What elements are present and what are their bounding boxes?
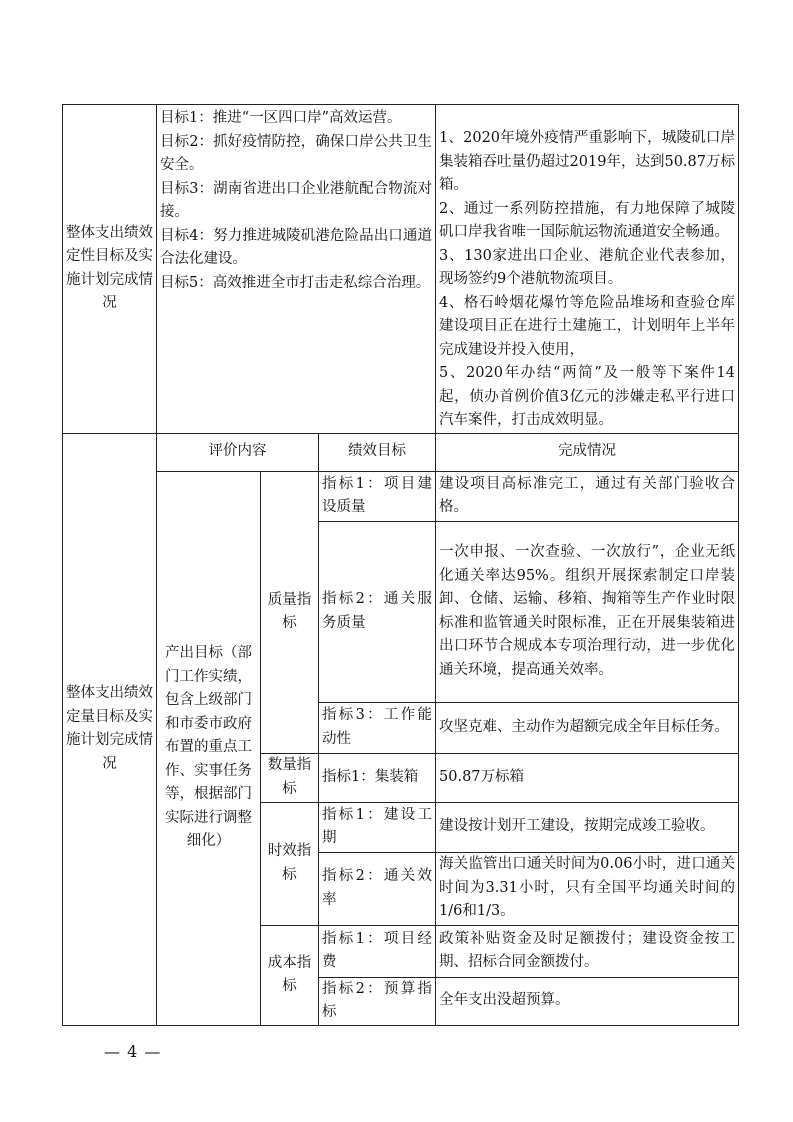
indicator-name: 指标3：工作能动性 [319, 702, 436, 753]
indicator-name: 指标2：通关效率 [319, 852, 436, 925]
result-item: 1、2020年境外疫情严重影响下，城陵矶口岸集装箱吞吐量仍超过2019年，达到50.87万标箱。 [439, 130, 736, 193]
target-item: 目标5：高效推进全市打击走私综合治理。 [160, 274, 431, 291]
indicator-result: 全年支出没超预算。 [436, 977, 739, 1025]
qualitative-section-row [63, 105, 739, 434]
group-label: 时效指标 [261, 802, 319, 925]
target-item: 目标3：湖南省进出口企业港航配合物流对接。 [160, 180, 433, 220]
indicator-result: 建设项目高标准完工，通过有关部门验收合格。 [436, 471, 739, 521]
qualitative-section-label: 整体支出绩效定性目标及实施计划完成情况 [63, 105, 157, 434]
group-label: 成本指标 [261, 925, 319, 1025]
indicator-result: 建设按计划开工建设，按期完成竣工验收。 [436, 802, 739, 852]
indicator-name: 指标1：建设工期 [319, 802, 436, 852]
quantitative-section-label: 整体支出绩效定量目标及实施计划完成情况 [63, 433, 157, 1025]
indicator-name: 指标1：项目经费 [319, 925, 436, 977]
result-item: 5、2020年办结“两简”及一般等下案件14起，侦办首例价值3亿元的涉嫌走私平行进口汽车案件，打击成效明显。 [439, 365, 736, 428]
results-cell [436, 105, 739, 434]
indicator-row [63, 471, 739, 521]
page-number: — 4 — [104, 1042, 162, 1061]
result-item: 3、130家进出口企业、港航企业代表参加，现场签约9个港航物流项目。 [439, 247, 736, 287]
header-content: 评价内容 [157, 433, 319, 471]
indicator-name: 指标2：预算指标 [319, 977, 436, 1025]
indicator-name: 指标1：项目建设质量 [319, 471, 436, 521]
header-row [63, 433, 739, 471]
indicator-name: 指标2：通关服务质量 [319, 521, 436, 702]
group-label: 质量指标 [261, 471, 319, 753]
indicator-result: 攻坚克难、主动作为超额完成全年目标任务。 [436, 702, 739, 753]
performance-table [62, 104, 739, 1026]
group-label: 数量指标 [261, 753, 319, 802]
indicator-result: 一次申报、一次查验、一次放行”，企业无纸化通关率达95%。组织开展探索制定口岸装卸、仓储、运输、移箱、掏箱等生产作业时限标准和监管通关时限标准，正在开展集装箱进出口环节合规成本专项治理行动，进一步优化通关环境，提高通关效率。 [436, 521, 739, 702]
targets-cell [157, 105, 436, 434]
result-item: 4、格石岭烟花爆竹等危险品堆场和查验仓库建设项目正在进行土建施工，计划明年上半年完成建设并投入使用， [439, 294, 736, 358]
result-item: 2、通过一系列防控措施，有力地保障了城陵矶口岸我省唯一国际航运物流通道安全畅通。 [439, 200, 736, 240]
target-item: 目标4：努力推进城陵矶港危险品出口通道合法化建设。 [160, 227, 433, 267]
indicator-result: 50.87万标箱 [436, 753, 739, 802]
target-item: 目标1：推进“一区四口岸”高效运营。 [160, 110, 402, 126]
indicator-name: 指标1：集装箱 [319, 753, 436, 802]
indicator-result: 海关监管出口通关时间为0.06小时，进口通关时间为3.31小时，只有全国平均通关时间的1/6和1/3。 [436, 852, 739, 925]
header-completion: 完成情况 [436, 433, 739, 471]
indicator-result: 政策补贴资金及时足额拨付；建设资金按工期、招标合同金额拨付。 [436, 925, 739, 977]
output-target-label: 产出目标（部门工作实绩，包含上级部门和市委市政府布置的重点工作、实事任务等，根据部门实际进行调整细化） [157, 471, 261, 1025]
target-item: 目标2：抓好疫情防控，确保口岸公共卫生安全。 [160, 133, 433, 173]
header-goal: 绩效目标 [319, 433, 436, 471]
